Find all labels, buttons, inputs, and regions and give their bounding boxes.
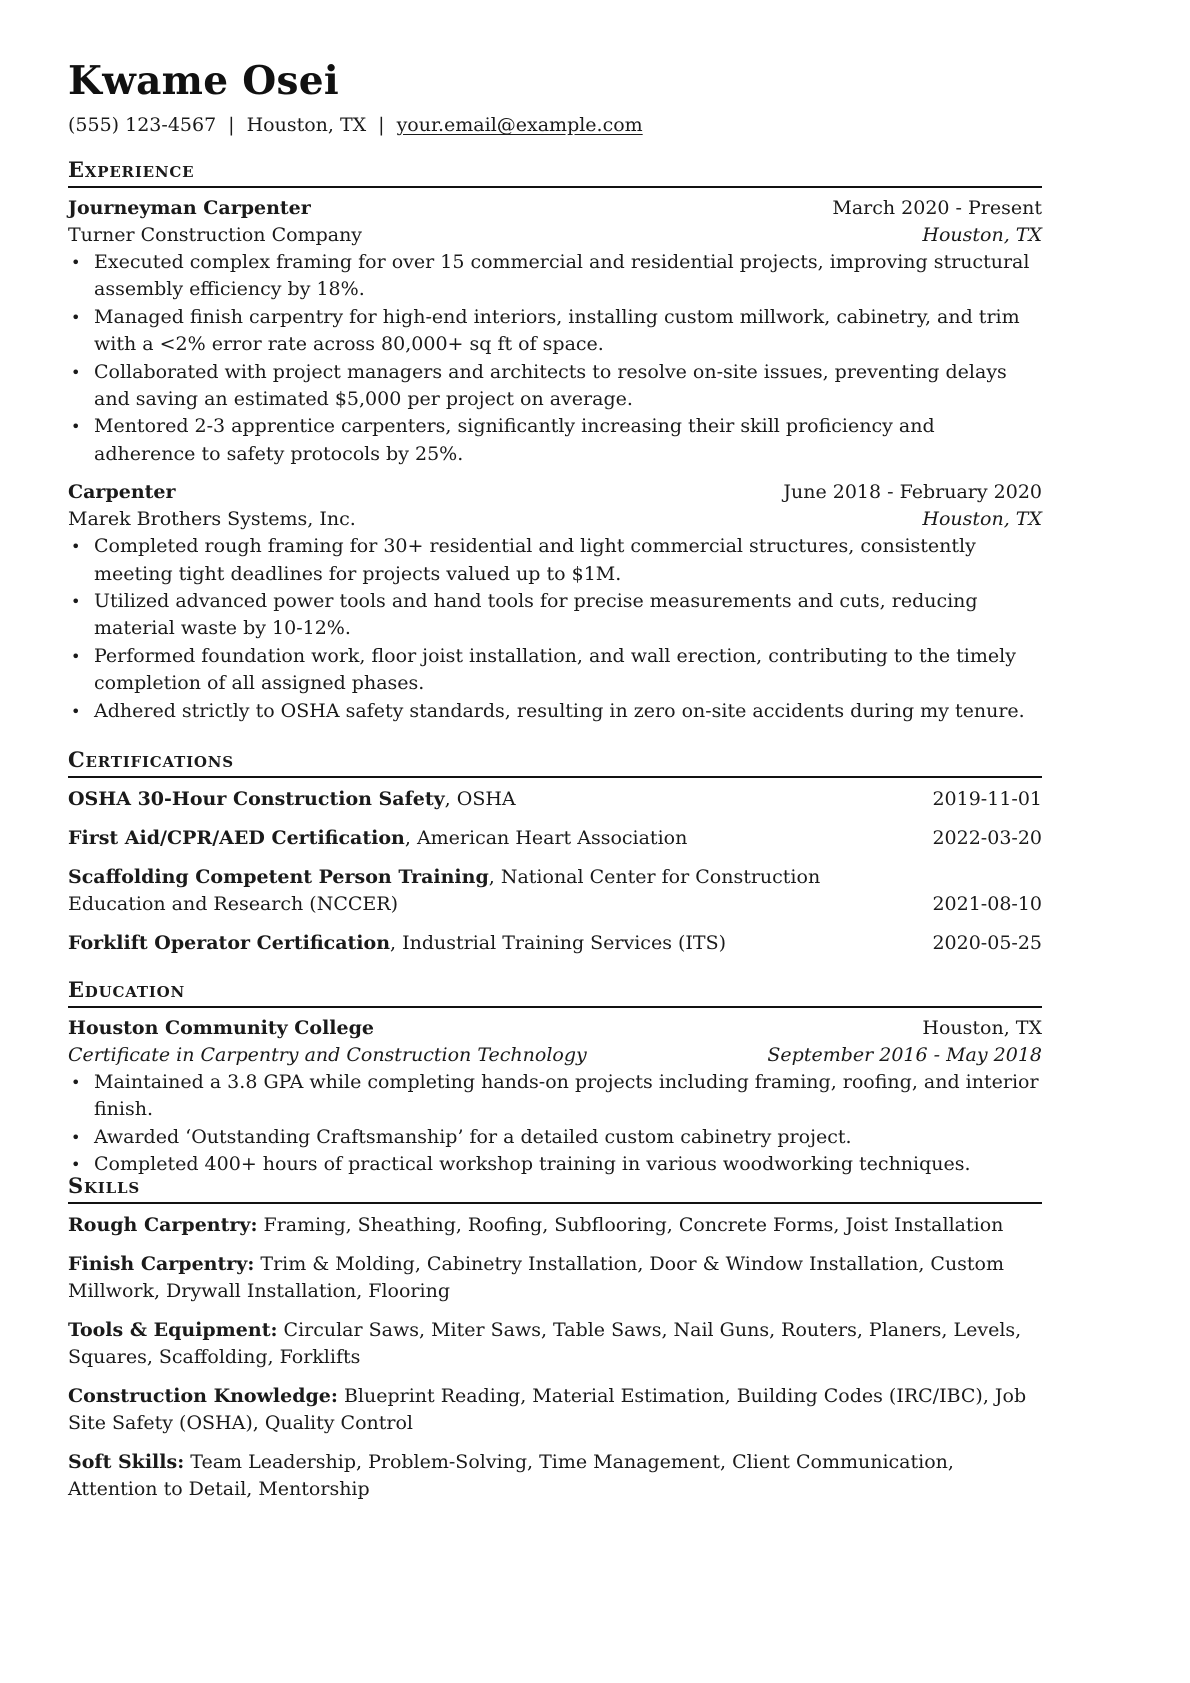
location: Houston, TX	[246, 114, 367, 136]
job-location: Houston, TX	[922, 508, 1042, 531]
bullet-item: • Adhered strictly to OSHA safety standards, resulting in zero on-site accidents during my tenure.	[68, 698, 1042, 725]
cert-date: 2020-05-25	[932, 932, 1042, 954]
skill-row	[68, 1383, 1042, 1437]
job-location: Houston, TX	[922, 224, 1042, 246]
skill-label: Rough Carpentry:	[68, 1214, 258, 1236]
school-location: Houston, TX	[922, 1017, 1042, 1039]
bullet-item: • Maintained a 3.8 GPA while completing hands-on projects including framing, roofing, and interior finish.	[68, 1069, 1042, 1124]
job-entry	[68, 479, 1042, 725]
section-divider	[68, 186, 1042, 188]
separator: |	[378, 114, 385, 136]
section-title-education: Education	[68, 977, 186, 1002]
cert-item: OSHA 30-Hour Construction Safety, OSHA 2019-11-01	[68, 786, 1042, 813]
skill-label: Finish Carpentry:	[68, 1253, 255, 1275]
job-bullets	[68, 533, 1042, 725]
cert-date: 2022-03-20	[932, 827, 1042, 849]
skill-value: Framing, Sheathing, Roofing, Subflooring, Concrete Forms, Joist Installation	[263, 1214, 1004, 1236]
cert-name: OSHA 30-Hour Construction Safety	[68, 788, 445, 810]
skill-row	[68, 1251, 1042, 1305]
cert-issuer: Industrial Training Services (ITS)	[402, 932, 726, 954]
degree: Certificate in Carpentry and Construction Technology	[68, 1044, 587, 1066]
skill-row	[68, 1449, 1042, 1503]
cert-name: First Aid/CPR/AED Certification	[68, 827, 405, 849]
section-title-experience: Experience	[68, 157, 195, 182]
experience-section	[68, 156, 1042, 725]
section-divider	[68, 1202, 1042, 1204]
bullet-item: • Completed 400+ hours of practical workshop training in various woodworking techniques.	[68, 1151, 1042, 1178]
job-title: Journeyman Carpenter	[68, 197, 311, 219]
candidate-name: Kwame Osei	[68, 58, 339, 104]
certifications-section	[68, 746, 1042, 957]
skill-row	[68, 1212, 1042, 1239]
skill-value: Circular Saws, Miter Saws, Table Saws, Nail Guns, Routers, Planers, Levels, Squares, Scaffolding, Forklifts	[68, 1319, 1022, 1368]
skill-value: Trim & Molding, Cabinetry Installation, Door & Window Installation, Custom Millwork, Drywall Installation, Flooring	[68, 1253, 1005, 1302]
bullet-item: • Managed finish carpentry for high-end interiors, installing custom millwork, cabinetry, and trim with a <2% error rate across 80,000+ sq ft of space.	[68, 304, 1042, 359]
bullet-item: • Utilized advanced power tools and hand tools for precise measurements and cuts, reducing material waste by 10-12%.	[68, 588, 1042, 643]
education-dates: September 2016 - May 2018	[767, 1044, 1042, 1066]
separator: |	[228, 114, 235, 136]
cert-name: Scaffolding Competent Person Training	[68, 866, 489, 888]
cert-issuer: National Center for Construction Education and Research (NCCER)	[68, 866, 821, 915]
cert-item: First Aid/CPR/AED Certification, American Heart Association 2022-03-20	[68, 825, 1042, 852]
education-bullets	[68, 1069, 1042, 1179]
skill-label: Construction Knowledge:	[68, 1385, 338, 1407]
skill-value: Team Leadership, Problem-Solving, Time Management, Client Communication, Attention to Detail, Mentorship	[68, 1451, 954, 1500]
contact-line	[68, 114, 643, 136]
section-title-certifications: Certifications	[68, 747, 234, 772]
job-title: Carpenter	[68, 481, 176, 504]
cert-item: Scaffolding Competent Person Training, National Center for Construction Education and Research (NCCER) 2021-08-10	[68, 864, 1042, 918]
bullet-item: • Collaborated with project managers and architects to resolve on-site issues, preventing delays and saving an estimated $5,000 per project on average.	[68, 359, 1042, 414]
cert-issuer: American Heart Association	[416, 827, 688, 849]
skill-label: Soft Skills:	[68, 1451, 185, 1473]
skill-label: Tools & Equipment:	[68, 1319, 278, 1341]
skills-section	[68, 1172, 1042, 1503]
job-bullets	[68, 249, 1042, 468]
skill-value: Blueprint Reading, Material Estimation, Building Codes (IRC/IBC), Job Site Safety (OSHA), Quality Control	[68, 1385, 1027, 1434]
school-name: Houston Community College	[68, 1017, 374, 1039]
cert-date: 2021-08-10	[932, 893, 1042, 915]
cert-item: Forklift Operator Certification, Industrial Training Services (ITS) 2020-05-25	[68, 930, 1042, 957]
company-name: Marek Brothers Systems, Inc.	[68, 508, 356, 531]
company-name: Turner Construction Company	[68, 224, 363, 246]
bullet-item: • Performed foundation work, floor joist installation, and wall erection, contributing to the timely completion of all assigned phases.	[68, 643, 1042, 698]
phone-number: (555) 123-4567	[68, 114, 217, 136]
email-link[interactable]: your.email@example.com	[396, 114, 643, 136]
section-title-skills: Skills	[68, 1173, 140, 1198]
cert-date: 2019-11-01	[932, 788, 1042, 810]
skill-row	[68, 1317, 1042, 1371]
section-divider	[68, 776, 1042, 778]
cert-name: Forklift Operator Certification	[68, 932, 391, 954]
bullet-item: • Executed complex framing for over 15 commercial and residential projects, improving structural assembly efficiency by 18%.	[68, 249, 1042, 304]
education-section	[68, 976, 1042, 1179]
job-entry	[68, 195, 1042, 468]
section-divider	[68, 1006, 1042, 1008]
cert-issuer: OSHA	[456, 788, 516, 810]
bullet-item: • Mentored 2-3 apprentice carpenters, significantly increasing their skill proficiency and adherence to safety protocols by 25%.	[68, 413, 1042, 468]
job-dates: March 2020 - Present	[832, 197, 1042, 219]
education-entry	[68, 1015, 1042, 1179]
job-dates: June 2018 - February 2020	[783, 481, 1042, 504]
bullet-item: • Completed rough framing for 30+ residential and light commercial structures, consistently meeting tight deadlines for projects valued up to $1M.	[68, 533, 1042, 588]
bullet-item: • Awarded ‘Outstanding Craftsmanship’ for a detailed custom cabinetry project.	[68, 1124, 1042, 1151]
